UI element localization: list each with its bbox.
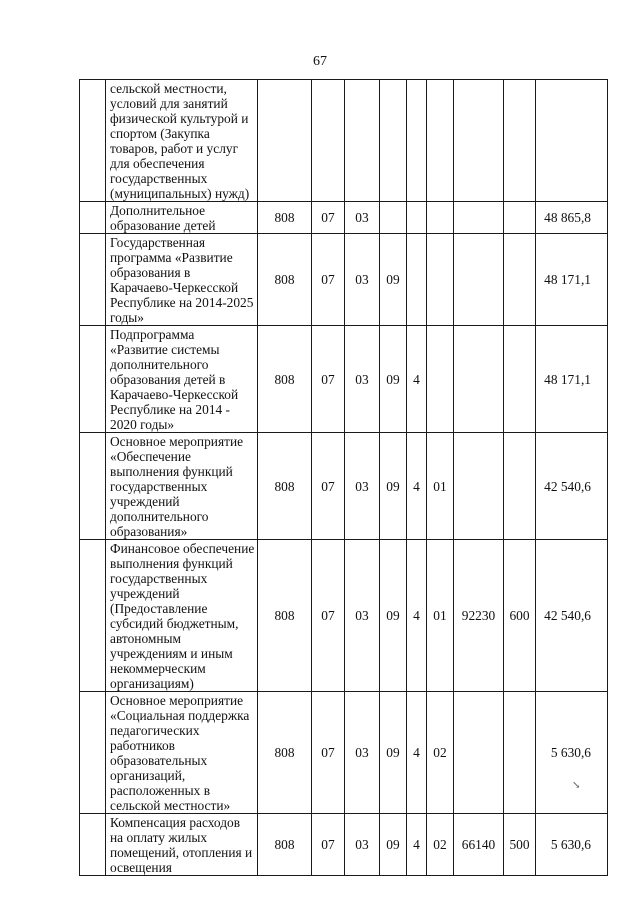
row-number-cell (80, 326, 106, 433)
subsection-code-cell: 03 (345, 814, 380, 876)
program-code-cell: 09 (380, 433, 407, 540)
program-code-cell: 09 (380, 814, 407, 876)
subprogram-code-cell (407, 80, 427, 202)
subsection-code-cell: 03 (345, 326, 380, 433)
ministry-code-cell: 808 (258, 433, 312, 540)
subsection-code-cell: 03 (345, 234, 380, 326)
amount-cell: 5 630,6 (536, 814, 608, 876)
amount-cell: 42 540,6 (536, 540, 608, 692)
ministry-code-cell: 808 (258, 814, 312, 876)
section-code-cell: 07 (312, 540, 345, 692)
program-code-cell: 09 (380, 540, 407, 692)
subsection-code-cell (345, 80, 380, 202)
main-activity-code-cell (427, 326, 454, 433)
section-code-cell: 07 (312, 234, 345, 326)
ministry-code-cell (258, 80, 312, 202)
main-activity-code-cell: 01 (427, 540, 454, 692)
main-activity-code-cell (427, 80, 454, 202)
row-number-cell (80, 80, 106, 202)
expense-direction-code-cell (454, 692, 504, 814)
program-code-cell (380, 80, 407, 202)
description-cell: Основное мероприятие «Социальная поддержка педагогических работников образовательных организаций, расположенных в сельской местности» (106, 692, 258, 814)
expense-type-code-cell (504, 433, 536, 540)
subsection-code-cell: 03 (345, 202, 380, 234)
amount-cell: 48 171,1 (536, 234, 608, 326)
ministry-code-cell: 808 (258, 540, 312, 692)
row-number-cell (80, 540, 106, 692)
table-row (80, 540, 608, 692)
expense-type-code-cell: 500 (504, 814, 536, 876)
table-row (80, 80, 608, 202)
section-code-cell (312, 80, 345, 202)
expense-direction-code-cell: 92230 (454, 540, 504, 692)
subprogram-code-cell: 4 (407, 692, 427, 814)
description-cell: Государственная программа «Развитие образования в Карачаево-Черкесской Республике на 2014-2025 годы» (106, 234, 258, 326)
description-cell: Компенсация расходов на оплату жилых помещений, отопления и освещения (106, 814, 258, 876)
table-row (80, 692, 608, 814)
ministry-code-cell: 808 (258, 234, 312, 326)
description-cell: сельской местности, условий для занятий физической культурой и спортом (Закупка товаров, работ и услуг для обеспечения государственных (муниципальных) нужд) (106, 80, 258, 202)
program-code-cell: 09 (380, 326, 407, 433)
section-code-cell: 07 (312, 692, 345, 814)
section-code-cell: 07 (312, 326, 345, 433)
expense-type-code-cell (504, 326, 536, 433)
amount-cell (536, 80, 608, 202)
section-code-cell: 07 (312, 814, 345, 876)
subsection-code-cell: 03 (345, 692, 380, 814)
subsection-code-cell: 03 (345, 433, 380, 540)
subprogram-code-cell: 4 (407, 814, 427, 876)
description-cell: Финансовое обеспечение выполнения функций государственных учреждений (Предоставление субсидий бюджетным, автономным учреждениям и иным некоммерческим организациям) (106, 540, 258, 692)
expense-direction-code-cell (454, 80, 504, 202)
subprogram-code-cell (407, 202, 427, 234)
main-activity-code-cell: 02 (427, 692, 454, 814)
section-code-cell: 07 (312, 202, 345, 234)
subsection-code-cell: 03 (345, 540, 380, 692)
expense-direction-code-cell: 66140 (454, 814, 504, 876)
description-cell: Основное мероприятие «Обеспечение выполнения функций государственных учреждений дополнительного образования» (106, 433, 258, 540)
table-row (80, 433, 608, 540)
table-row (80, 234, 608, 326)
subprogram-code-cell: 4 (407, 540, 427, 692)
amount-cell: 5 630,6 (536, 692, 608, 814)
expense-direction-code-cell (454, 326, 504, 433)
row-number-cell (80, 234, 106, 326)
description-cell: Подпрограмма «Развитие системы дополнительного образования детей в Карачаево-Черкесской Республике на 2014 - 2020 годы» (106, 326, 258, 433)
main-activity-code-cell (427, 202, 454, 234)
table-row (80, 814, 608, 876)
expense-direction-code-cell (454, 234, 504, 326)
expense-type-code-cell (504, 80, 536, 202)
ministry-code-cell: 808 (258, 326, 312, 433)
row-number-cell (80, 692, 106, 814)
main-activity-code-cell (427, 234, 454, 326)
table-row (80, 326, 608, 433)
expense-type-code-cell (504, 692, 536, 814)
stray-scan-mark: ↘ (572, 780, 581, 791)
amount-cell: 48 171,1 (536, 326, 608, 433)
expense-type-code-cell (504, 234, 536, 326)
page-number: 67 (313, 54, 327, 69)
main-activity-code-cell: 02 (427, 814, 454, 876)
expense-direction-code-cell (454, 433, 504, 540)
ministry-code-cell: 808 (258, 692, 312, 814)
main-activity-code-cell: 01 (427, 433, 454, 540)
description-cell: Дополнительное образование детей (106, 202, 258, 234)
row-number-cell (80, 202, 106, 234)
ministry-code-cell: 808 (258, 202, 312, 234)
subprogram-code-cell: 4 (407, 326, 427, 433)
table-row (80, 202, 608, 234)
amount-cell: 48 865,8 (536, 202, 608, 234)
expense-direction-code-cell (454, 202, 504, 234)
amount-cell: 42 540,6 (536, 433, 608, 540)
budget-table (79, 79, 608, 876)
program-code-cell (380, 202, 407, 234)
row-number-cell (80, 433, 106, 540)
expense-type-code-cell: 600 (504, 540, 536, 692)
subprogram-code-cell (407, 234, 427, 326)
section-code-cell: 07 (312, 433, 345, 540)
program-code-cell: 09 (380, 692, 407, 814)
expense-type-code-cell (504, 202, 536, 234)
program-code-cell: 09 (380, 234, 407, 326)
row-number-cell (80, 814, 106, 876)
subprogram-code-cell: 4 (407, 433, 427, 540)
